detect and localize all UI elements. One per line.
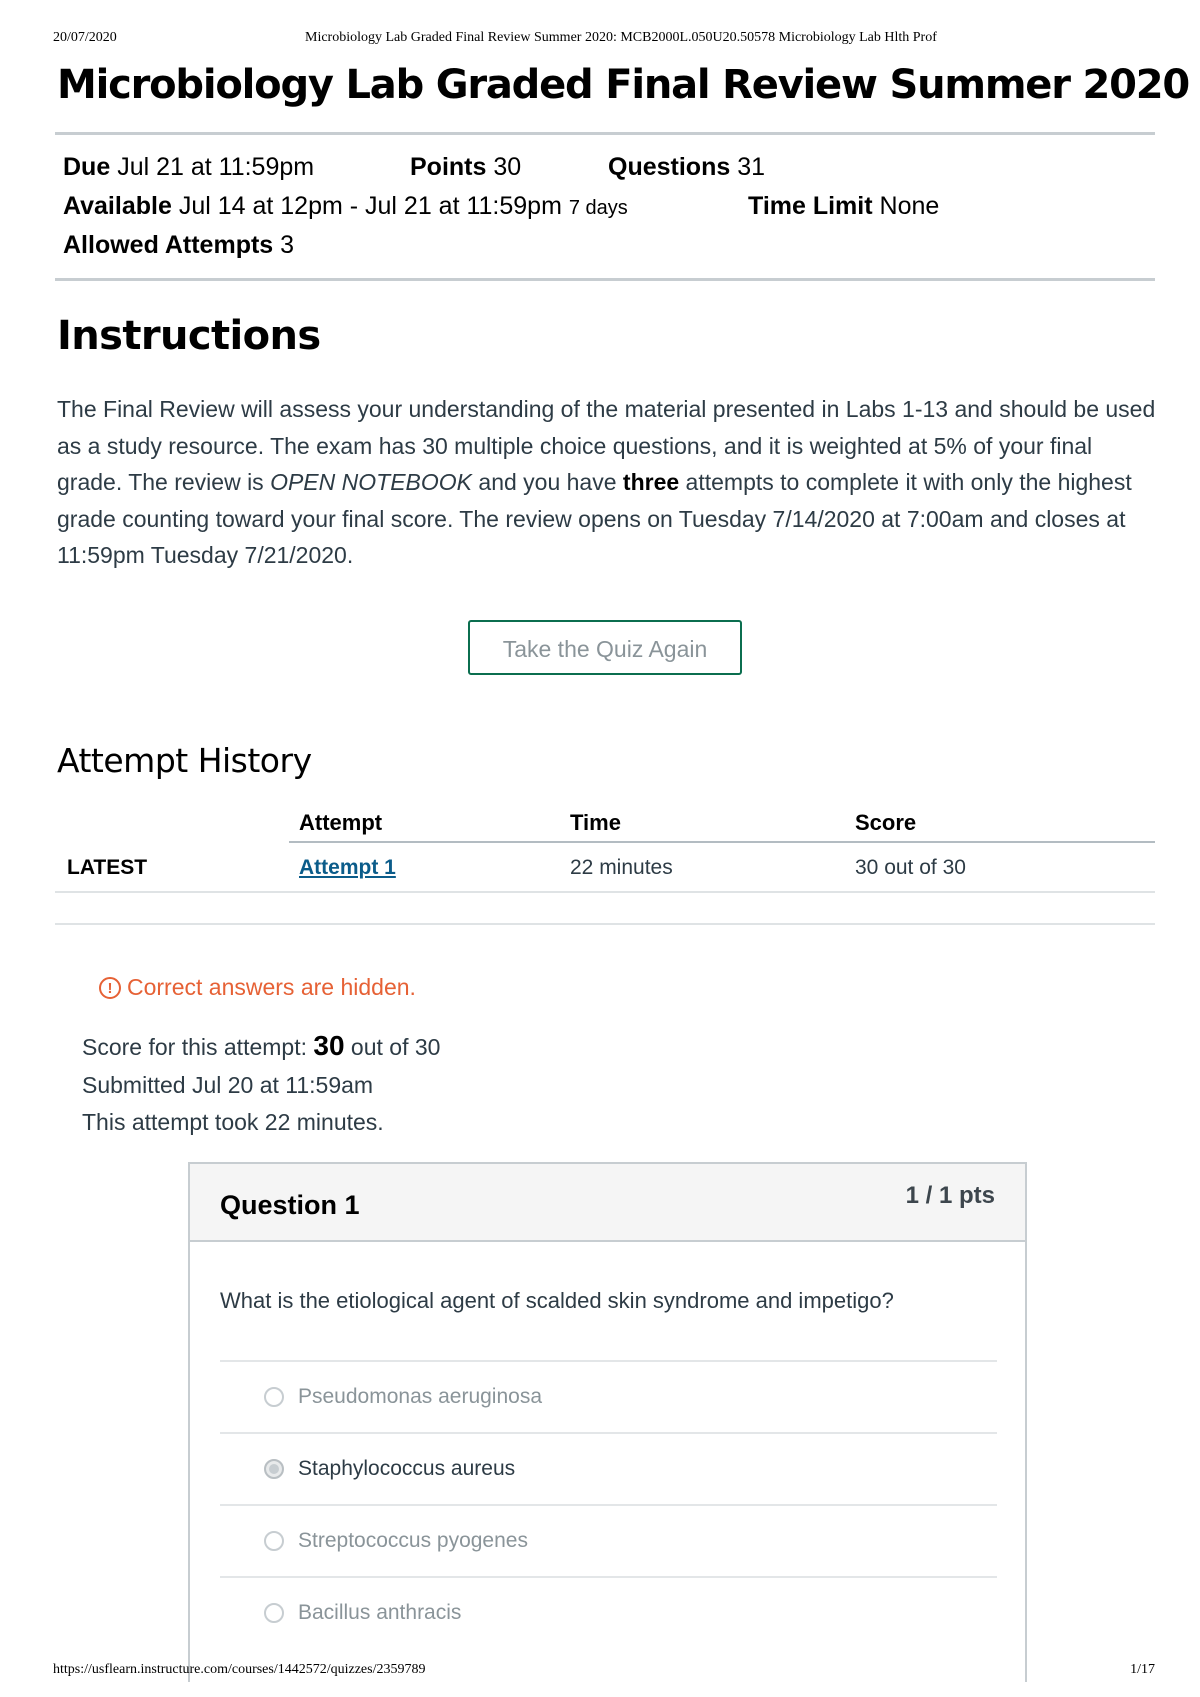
answer-list	[220, 1360, 997, 1648]
duration-line: This attempt took 22 minutes.	[82, 1109, 384, 1135]
available-value: Jul 14 at 12pm - Jul 21 at 11:59pm	[178, 192, 562, 220]
answer-label: Streptococcus pyogenes	[298, 1529, 528, 1552]
attempts-label: Allowed Attempts	[63, 231, 274, 259]
column-header-attempt: Attempt	[299, 810, 383, 835]
attempt-history-heading: Attempt History	[57, 741, 312, 780]
column-header-time: Time	[570, 810, 621, 835]
quiz-points	[410, 153, 521, 182]
available-duration: 7 days	[568, 197, 628, 219]
points-value: 30	[493, 153, 522, 181]
answer-label: Pseudomonas aeruginosa	[298, 1385, 543, 1408]
divider	[55, 132, 1155, 135]
instructions-heading: Instructions	[57, 313, 321, 359]
question-header	[190, 1164, 1025, 1242]
radio-button[interactable]	[264, 1387, 284, 1407]
quiz-available	[63, 192, 628, 221]
radio-button[interactable]	[264, 1603, 284, 1623]
print-footer	[53, 1662, 1155, 1682]
score-value: 30	[313, 1030, 345, 1061]
quiz-questions	[608, 153, 765, 182]
table-header-divider	[289, 841, 1155, 843]
time-limit-label: Time Limit	[748, 192, 873, 220]
divider	[55, 278, 1155, 281]
question-points: 1 / 1 pts	[905, 1182, 995, 1209]
print-header	[53, 30, 1155, 50]
time-limit-value: None	[879, 192, 940, 220]
answer-option[interactable]	[220, 1576, 997, 1648]
questions-value: 31	[737, 153, 766, 181]
attempts-value: 3	[280, 231, 295, 259]
radio-button-selected[interactable]	[264, 1459, 284, 1479]
page-number: 1/17	[1130, 1662, 1155, 1677]
table-row-divider	[55, 891, 1155, 893]
due-label: Due	[63, 153, 111, 181]
due-value: Jul 21 at 11:59pm	[117, 153, 315, 181]
print-date: 20/07/2020	[53, 30, 117, 45]
correct-answers-hidden-notice	[99, 974, 416, 1001]
quiz-allowed-attempts	[63, 231, 294, 260]
answer-label: Bacillus anthracis	[298, 1601, 462, 1624]
instructions-text: The Final Review will assess your understanding of the material presented in Labs 1-13 and should be used as a study resource. The exam has 30 multiple choice questions, and it is weighted at 5% of your final grade. The review is OPEN NOTEBOOK and you have three attempts to complete it with only the highest grade counting toward your final score. The review opens on Tuesday 7/14/2020 at 7:00am and closes at 11:59pm Tuesday 7/21/2020.	[57, 396, 1156, 569]
quiz-time-limit	[748, 192, 939, 221]
answer-option-selected[interactable]	[220, 1432, 997, 1504]
points-label: Points	[410, 153, 487, 181]
available-label: Available	[63, 192, 172, 220]
divider	[55, 923, 1155, 925]
attempt-1-link[interactable]: Attempt 1	[299, 856, 396, 879]
question-card	[188, 1162, 1027, 1682]
questions-label: Questions	[608, 153, 731, 181]
attempt-link-cell	[299, 856, 396, 880]
answer-option[interactable]	[220, 1360, 997, 1432]
take-quiz-again-button[interactable]: Take the Quiz Again	[468, 620, 742, 675]
warning-icon: !	[99, 977, 121, 999]
score-line: Score for this attempt: 30 out of 30	[82, 1030, 441, 1061]
latest-tag: LATEST	[67, 856, 148, 879]
print-doc-title: Microbiology Lab Graded Final Review Summer 2020: MCB2000L.050U20.50578 Microbiology Lab Hlth Prof	[305, 30, 937, 45]
notice-text: Correct answers are hidden.	[127, 974, 416, 1000]
answer-label: Staphylococcus aureus	[298, 1457, 516, 1480]
submitted-line: Submitted Jul 20 at 11:59am	[82, 1072, 374, 1098]
attempt-time: 22 minutes	[570, 856, 673, 879]
answer-option[interactable]	[220, 1504, 997, 1576]
quiz-due	[63, 153, 314, 182]
question-title: Question 1	[220, 1190, 360, 1220]
question-text: What is the etiological agent of scalded skin syndrome and impetigo?	[220, 1288, 894, 1313]
column-header-score: Score	[855, 810, 917, 835]
radio-button[interactable]	[264, 1531, 284, 1551]
attempt-score: 30 out of 30	[855, 856, 966, 879]
page-title: Microbiology Lab Graded Final Review Summer 2020	[57, 62, 1190, 108]
print-url: https://usflearn.instructure.com/courses/1442572/quizzes/2359789	[53, 1662, 426, 1677]
